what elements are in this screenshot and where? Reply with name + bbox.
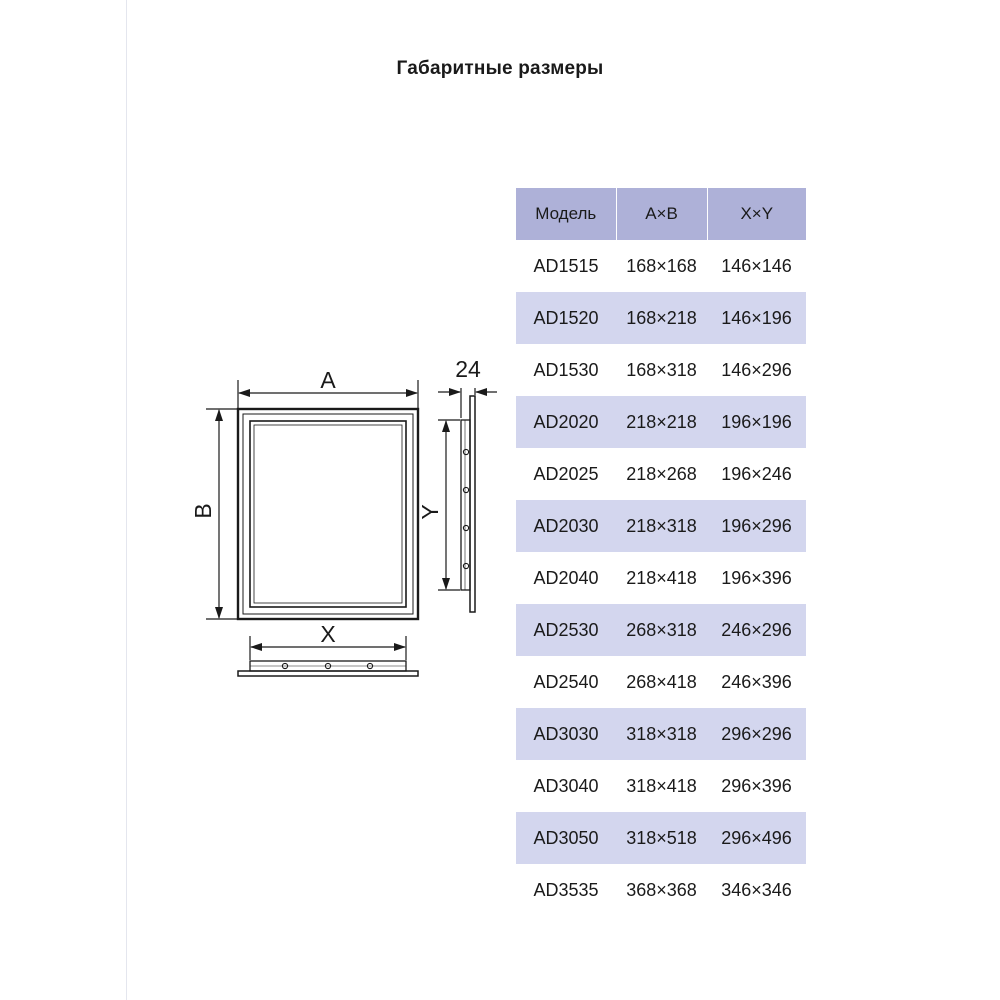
dimension-depth bbox=[438, 388, 497, 418]
opening-size-cell: 296×496 bbox=[707, 812, 806, 864]
table-row bbox=[516, 396, 806, 448]
door-panel-inner-edge bbox=[254, 425, 402, 603]
side-hole-3 bbox=[463, 525, 468, 530]
table-row bbox=[516, 344, 806, 396]
outer-size-cell: 168×318 bbox=[626, 359, 697, 380]
outer-size-cell: 368×368 bbox=[626, 879, 697, 900]
table-body bbox=[516, 240, 806, 916]
model-cell: AD2020 bbox=[516, 396, 616, 448]
bottom-view bbox=[238, 661, 418, 676]
outer-size-cell: 218×218 bbox=[616, 396, 707, 448]
model-cell: AD1520 bbox=[516, 292, 616, 344]
page-title: Габаритные размеры bbox=[396, 58, 604, 79]
side-hole-1 bbox=[463, 449, 468, 454]
header-opening-size: X×Y bbox=[707, 188, 806, 240]
side-view bbox=[461, 396, 475, 612]
opening-size-cell: 196×296 bbox=[707, 500, 806, 552]
model-cell: AD2030 bbox=[516, 500, 616, 552]
model-cell: AD2540 bbox=[533, 671, 599, 692]
side-hole-2 bbox=[463, 487, 468, 492]
model-cell: AD3040 bbox=[533, 775, 599, 796]
dimension-label-b: B bbox=[190, 503, 216, 519]
table-header bbox=[516, 188, 806, 240]
table-row bbox=[516, 812, 806, 864]
opening-size-cell: 296×296 bbox=[707, 708, 806, 760]
outer-size-cell: 318×418 bbox=[626, 775, 697, 796]
table-row bbox=[516, 292, 806, 344]
opening-size-cell: 246×396 bbox=[721, 671, 792, 692]
outer-size-cell: 268×418 bbox=[626, 671, 697, 692]
model-cell: AD2025 bbox=[533, 463, 599, 484]
model-cell: AD2040 bbox=[533, 567, 599, 588]
outer-size-cell: 218×418 bbox=[626, 567, 697, 588]
side-hole-4 bbox=[463, 563, 468, 568]
dimension-label-depth: 24 bbox=[455, 356, 481, 382]
dimension-label-x: X bbox=[320, 621, 336, 647]
table-row bbox=[516, 500, 806, 552]
model-cell: AD3050 bbox=[516, 812, 616, 864]
opening-size-cell: 196×246 bbox=[721, 463, 792, 484]
model-cell: AD3535 bbox=[533, 879, 599, 900]
outer-size-cell: 218×268 bbox=[626, 463, 697, 484]
dimensions-table bbox=[516, 188, 806, 916]
model-cell: AD1530 bbox=[533, 359, 599, 380]
opening-size-cell: 296×396 bbox=[721, 775, 792, 796]
outer-size-cell: 318×318 bbox=[616, 708, 707, 760]
outer-size-cell: 218×318 bbox=[616, 500, 707, 552]
opening-size-cell: 346×346 bbox=[721, 879, 792, 900]
table-row bbox=[516, 864, 806, 916]
dimension-label-y: Y bbox=[417, 504, 443, 520]
outer-size-cell: 318×518 bbox=[616, 812, 707, 864]
header-model: Модель bbox=[516, 188, 616, 240]
opening-size-cell: 146×146 bbox=[721, 255, 792, 276]
table-row bbox=[516, 656, 806, 708]
table-row bbox=[516, 604, 806, 656]
outer-size-cell: 168×218 bbox=[616, 292, 707, 344]
frame-inner-edge bbox=[243, 414, 413, 614]
table-row bbox=[516, 448, 806, 500]
opening-size-cell: 146×196 bbox=[707, 292, 806, 344]
model-cell: AD3030 bbox=[516, 708, 616, 760]
header-outer-size: A×B bbox=[616, 188, 707, 240]
front-view bbox=[238, 409, 418, 619]
bottom-flange bbox=[238, 671, 418, 676]
model-cell: AD2530 bbox=[516, 604, 616, 656]
opening-size-cell: 246×296 bbox=[707, 604, 806, 656]
table-row bbox=[516, 552, 806, 604]
outer-frame bbox=[238, 409, 418, 619]
side-flange bbox=[470, 396, 475, 612]
opening-size-cell: 146×296 bbox=[721, 359, 792, 380]
outer-size-cell: 168×168 bbox=[626, 255, 697, 276]
opening-size-cell: 196×196 bbox=[707, 396, 806, 448]
table-row bbox=[516, 708, 806, 760]
table-row bbox=[516, 760, 806, 812]
table-row bbox=[516, 240, 806, 292]
outer-size-cell: 268×318 bbox=[616, 604, 707, 656]
door-panel bbox=[250, 421, 406, 607]
dimension-label-a: A bbox=[320, 367, 336, 393]
model-cell: AD1515 bbox=[533, 255, 599, 276]
table-header-row bbox=[516, 188, 806, 240]
opening-size-cell: 196×396 bbox=[721, 567, 792, 588]
